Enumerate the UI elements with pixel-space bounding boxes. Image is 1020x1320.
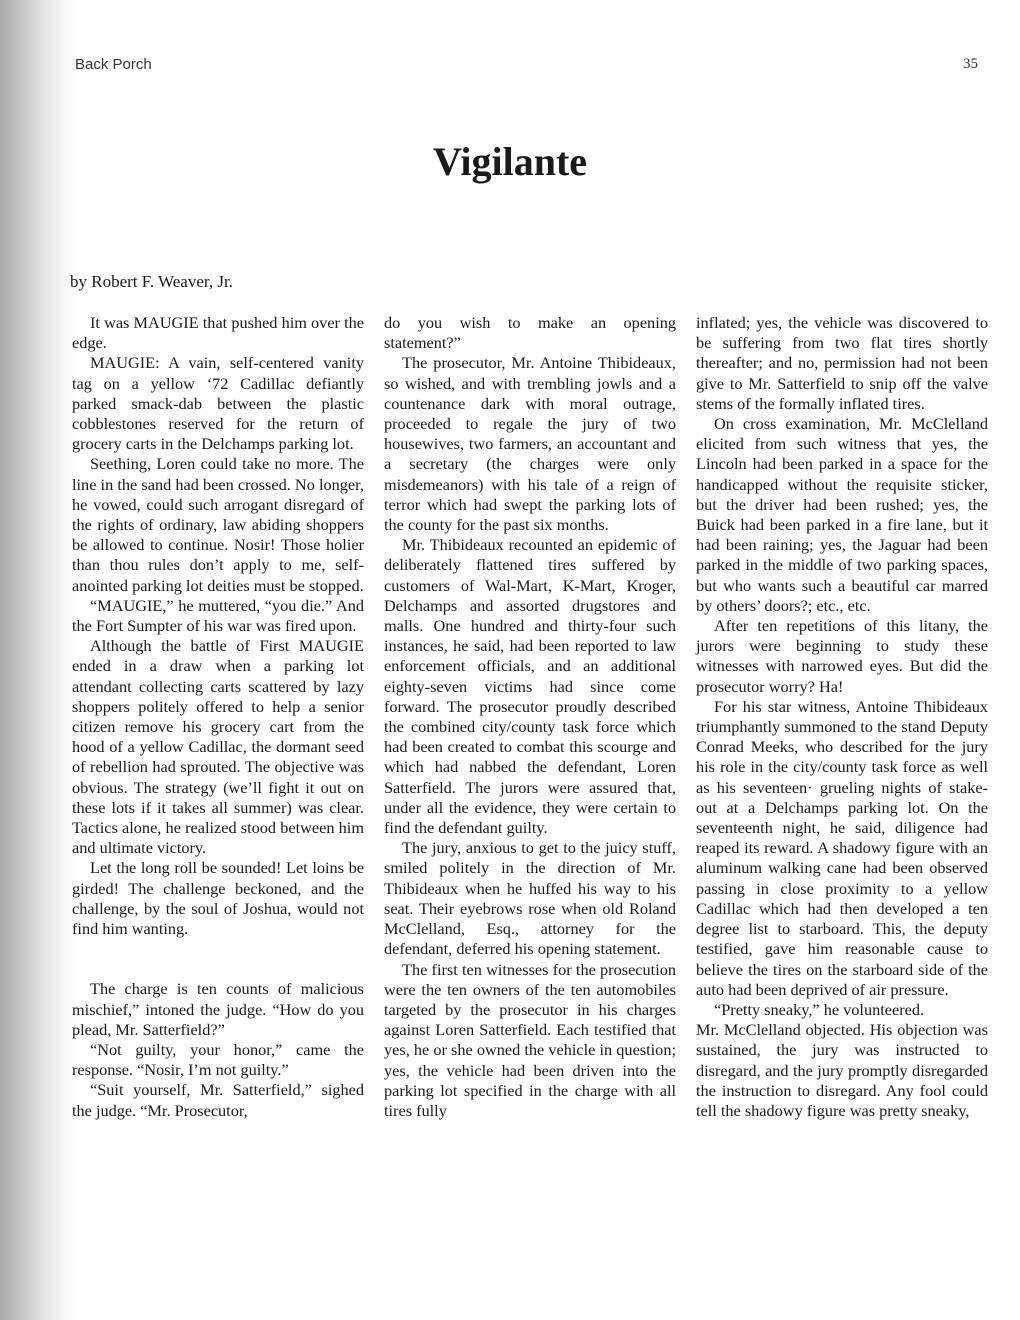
paragraph: On cross examination, Mr. McClelland elicited from such witness that yes, the Lincoln had been parked in a space for the handicapped without the requisite sticker, but the driver had been rushed; yes, the Buick had been parked in a fire lane, but it had been raining; yes, the Jaguar had been parked in the middle of two parking spaces, but who wants such a beautiful car marred by others’ doors?; etc., etc. [696,414,988,615]
running-head: Back Porch [75,56,152,73]
paragraph: Although the battle of First MAUGIE ended in a draw when a parking lot attendant collecting carts scattered by lazy shoppers politely offered to help a senior citizen remove his grocery cart from the hood of a yellow Cadillac, the dormant seed of rebellion had sprouted. The objective was obvious. The strategy (we’ll fight it out on these lots if it takes all summer) was clear. Tactics alone, he realized stood between him and ultimate victory. [72,636,364,858]
paragraph: After ten repetitions of this litany, the jurors were beginning to study these witnesses with narrowed eyes. But did the prosecutor worry? Ha! [696,616,988,696]
paragraph: Mr. McClelland objected. His objection was sustained, the jury was instructed to disregard, and the jury promptly disregarded the instruction to disregard. Any fool could tell the shadowy figure was pretty sneaky, [696,1020,988,1120]
paragraph: “Not guilty, your honor,” came the response. “Nosir, I’m not guilty.” [72,1039,364,1080]
paragraph: The first ten witnesses for the prosecution were the ten owners of the ten automobiles targeted by the prosecutor in his charges against Loren Satterfield. Each testified that yes, he or she owned the vehicle in question; yes, the vehicle had been driven into the parking lot specified in the charge with all tires fully [384,959,676,1120]
paragraph: “Suit yourself, Mr. Satterfield,” sighed the judge. “Mr. Prosecutor, [72,1080,364,1120]
byline: by Robert F. Weaver, Jr. [70,272,233,291]
paragraph: inflated; yes, the vehicle was discovered to be suffering from two flat tires shortly thereafter; and no, permission had not been give to Mr. Satterfield to snip off the valve stems of the formally inflated tires. [696,313,988,413]
paragraph: Mr. Thibideaux recounted an epidemic of deliberately flattened tires suffered by customers of Wal-Mart, K-Mart, Kroger, Delchamps and assorted drugstores and malls. One hundred and thirty-four such instances, he said, had been reported to law enforcement officials, and an additional eighty-seven victims had since come forward. The prosecutor proudly described the combined city/county task force which had been created to combat this scourge and which had nabbed the defendant, Loren Satterfield. The jurors were assured that, under all the evidence, they were certain to find the defendant guilty. [384,535,676,838]
book-spine-shadow [0,0,80,1320]
paragraph: It was MAUGIE that pushed him over the edge. [72,313,364,353]
article-body [72,313,994,1293]
paragraph: The prosecutor, Mr. Antoine Thibideaux, so wished, and with trembling jowls and a countenance dark with moral outrage, proceeded to regale the jury of two housewives, two farmers, an accountant and a secretary (the charges were only misdemeanors) with his tale of a reign of terror which had swept the parking lots of the county for the past six months. [384,353,676,535]
column-3 [696,313,988,1121]
paragraph: Let the long roll be sounded! Let loins be girded! The challenge beckoned, and the challenge, by the soul of Joshua, would not find him wanting. [72,858,364,939]
paragraph: do you wish to make an opening statement?” [384,313,676,353]
column-2 [384,313,676,1121]
paragraph: “Pretty sneaky,” he volunteered. [714,999,925,1019]
paragraph: Seething, Loren could take no more. The line in the sand had been crossed. No longer, he vowed, could such arrogant disregard of the rights of ordinary, law abiding shoppers be allowed to continue. Nosir! Those holier than thou rules don’t apply to me, self-anointed parking lot deities must be stopped. [72,454,364,595]
article-title: Vigilante [432,139,588,184]
paragraph: “MAUGIE,” he muttered, “you die.” And the Fort Sumpter of his war was fired upon. [72,595,364,636]
paragraph: The charge is ten counts of malicious mischief,” intoned the judge. “How do you plead, Mr. Satterfield?” [72,979,364,1039]
column-1 [72,313,364,1121]
paragraph: MAUGIE: A vain, self-centered vanity tag on a yellow ‘72 Cadillac defiantly parked smack-dab between the plastic cobblestones reserved for the return of grocery carts in the Delchamps parking lot. [72,353,364,454]
paragraph: For his star witness, Antoine Thibideaux triumphantly summoned to the stand Deputy Conrad Meeks, who described for the jury his role in the city/county task force as well as his seventeen· grueling nights of stake-out at a Delchamps parking lot. On the seventeenth night, he said, diligence had reaped its reward. A shadowy figure with an aluminum walking cane had been observed passing in close proximity to a yellow Cadillac which had then developed a ten degree list to starboard. This, the deputy testified, gave him reasonable cause to believe the tires on the starboard side of the auto had been deprived of air pressure. [696,696,988,999]
page-number: 35 [963,56,978,72]
paragraph: The jury, anxious to get to the juicy stuff, smiled politely in the direction of Mr. Thibideaux when he huffed his way to his seat. Their eyebrows rose when old Roland McClelland, Esq., attorney for the defendant, deferred his opening statement. [384,838,676,959]
